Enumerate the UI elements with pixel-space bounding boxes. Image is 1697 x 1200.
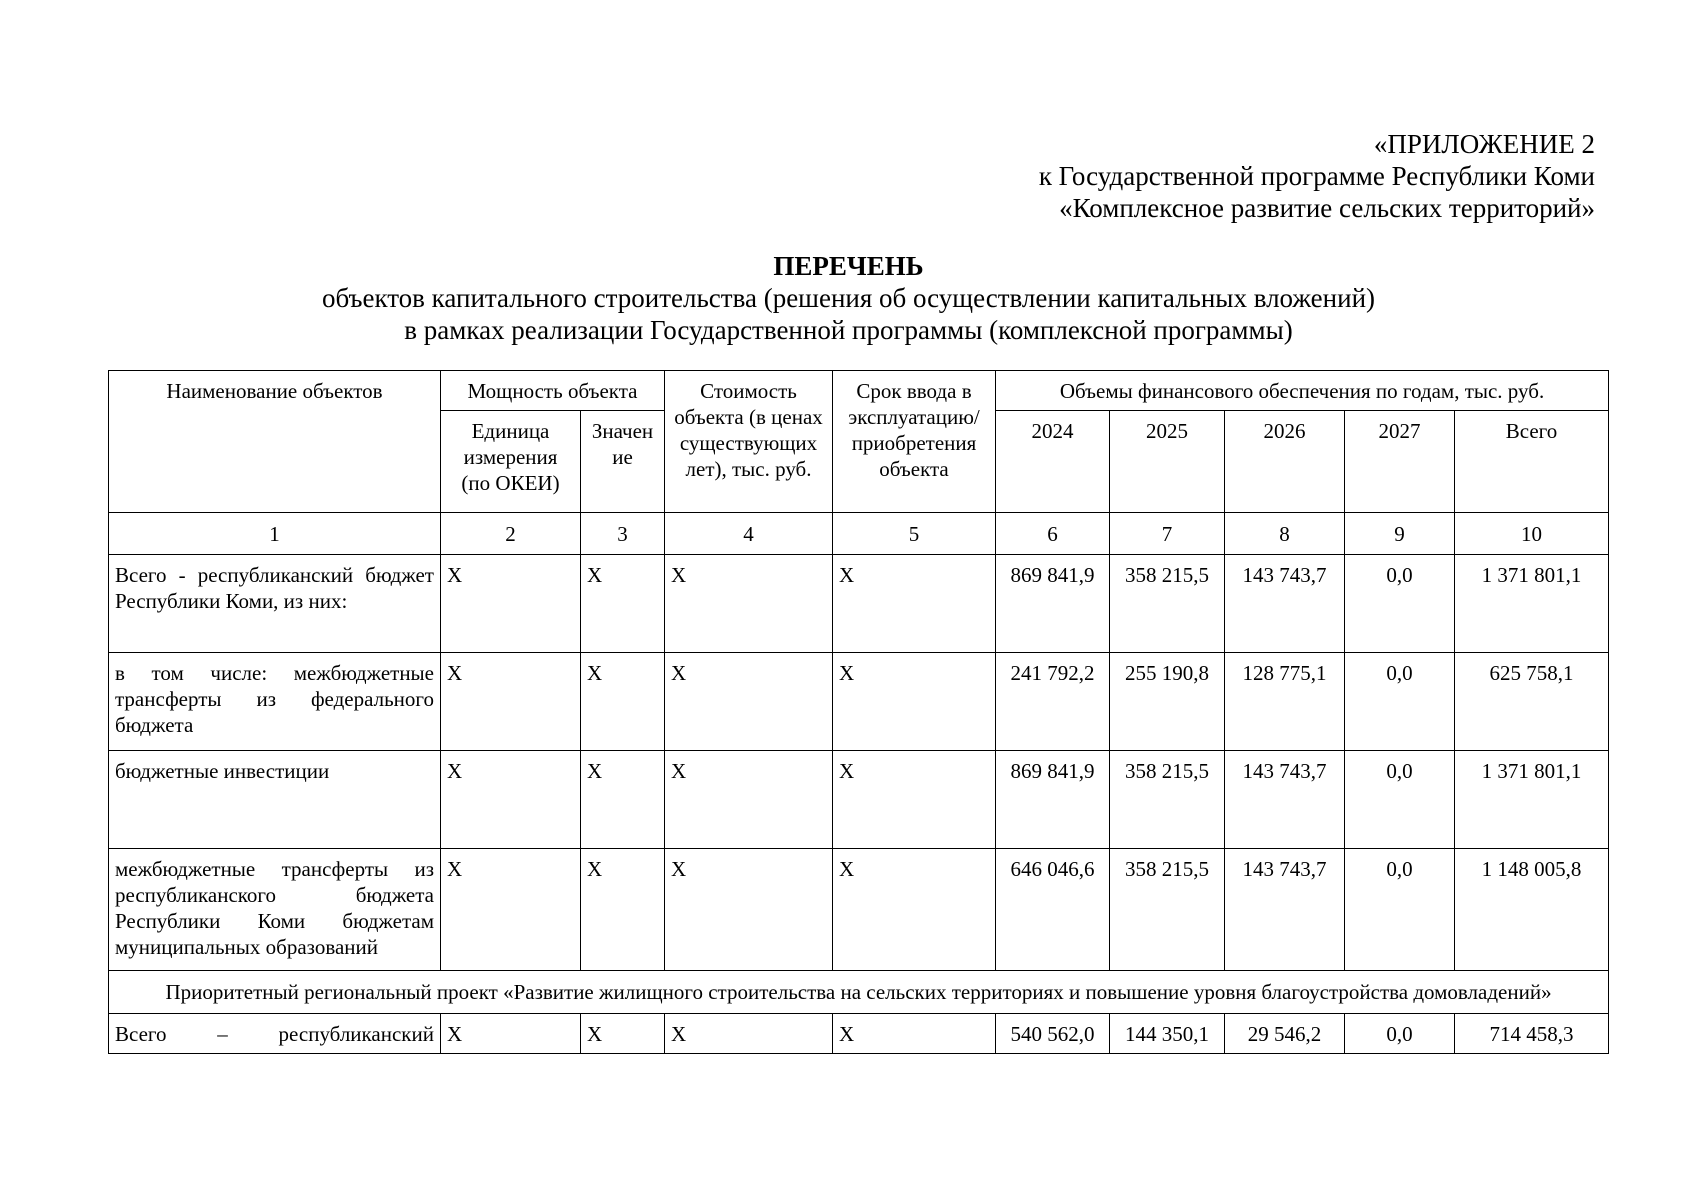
- header-row-1: [109, 371, 1609, 411]
- row-cost: Х: [665, 751, 833, 849]
- row-2024: 540 562,0: [996, 1014, 1110, 1054]
- row-term: Х: [833, 653, 996, 751]
- row-2024: 241 792,2: [996, 653, 1110, 751]
- row-name: межбюджетные трансферты из республиканского бюджета Республики Коми бюджетам муниципальных образований: [109, 849, 441, 971]
- header-funding: Объемы финансового обеспечения по годам, тыс. руб.: [996, 371, 1609, 411]
- column-number: 6: [996, 513, 1110, 555]
- row-value: Х: [581, 1014, 665, 1054]
- row-cost: Х: [665, 1014, 833, 1054]
- appendix-line-3: «Комплексное развитие сельских территорий»: [1059, 193, 1595, 223]
- row-2027: 0,0: [1345, 555, 1455, 653]
- row-2027: 0,0: [1345, 653, 1455, 751]
- column-number: 5: [833, 513, 996, 555]
- header-capacity: Мощность объекта: [441, 371, 665, 411]
- row-total: 1 371 801,1: [1455, 555, 1609, 653]
- row-unit: Х: [441, 849, 581, 971]
- title-line-2: объектов капитального строительства (решения об осуществлении капитальных вложений): [321, 283, 1376, 313]
- row-value: Х: [581, 555, 665, 653]
- row-2026: 143 743,7: [1225, 751, 1345, 849]
- section-row: [109, 971, 1609, 1014]
- section-title: Приоритетный региональный проект «Развитие жилищного строительства на сельских территориях и повышение уровня благоустройства домовладений»: [109, 971, 1609, 1014]
- row-value: Х: [581, 751, 665, 849]
- row-2025: 358 215,5: [1110, 751, 1225, 849]
- row-name: в том числе: межбюджетные трансферты из федерального бюджета: [109, 653, 441, 751]
- row-term: Х: [833, 849, 996, 971]
- row-2026: 128 775,1: [1225, 653, 1345, 751]
- column-number: 7: [1110, 513, 1225, 555]
- row-total: 1 371 801,1: [1455, 751, 1609, 849]
- row-name: Всего – республиканский: [109, 1014, 441, 1054]
- row-value: Х: [581, 653, 665, 751]
- row-2025: 144 350,1: [1110, 1014, 1225, 1054]
- capital-objects-table: [108, 370, 1609, 1054]
- row-total: 625 758,1: [1455, 653, 1609, 751]
- header-2025: 2025: [1110, 411, 1225, 513]
- appendix-line-1: «ПРИЛОЖЕНИЕ 2: [1373, 129, 1595, 159]
- row-total: 1 148 005,8: [1455, 849, 1609, 971]
- header-2027: 2027: [1345, 411, 1455, 513]
- header-unit: Единица измерения (по ОКЕИ): [441, 411, 581, 513]
- table-row: [109, 751, 1609, 849]
- row-name: Всего - республиканский бюджет Республики Коми, из них:: [109, 555, 441, 653]
- row-2026: 29 546,2: [1225, 1014, 1345, 1054]
- row-term: Х: [833, 751, 996, 849]
- column-number-row: [109, 513, 1609, 555]
- row-2026: 143 743,7: [1225, 555, 1345, 653]
- row-term: Х: [833, 1014, 996, 1054]
- row-2027: 0,0: [1345, 1014, 1455, 1054]
- row-term: Х: [833, 555, 996, 653]
- column-number: 2: [441, 513, 581, 555]
- appendix-line-2: к Государственной программе Республики Коми: [1038, 161, 1595, 191]
- header-2026: 2026: [1225, 411, 1345, 513]
- appendix-header: [1039, 128, 1595, 224]
- row-unit: Х: [441, 1014, 581, 1054]
- row-2024: 646 046,6: [996, 849, 1110, 971]
- row-unit: Х: [441, 555, 581, 653]
- column-number: 8: [1225, 513, 1345, 555]
- row-unit: Х: [441, 751, 581, 849]
- header-name: Наименование объектов: [109, 371, 441, 513]
- table-row: [109, 849, 1609, 971]
- title-main: ПЕРЕЧЕНЬ: [773, 251, 924, 281]
- title-line-3: в рамках реализации Государственной программы (комплексной программы): [404, 315, 1293, 345]
- header-term: Срок ввода в эксплуатацию/ приобретения объекта: [833, 371, 996, 513]
- header-value: Значен ие: [581, 411, 665, 513]
- row-2027: 0,0: [1345, 751, 1455, 849]
- header-total: Всего: [1455, 411, 1609, 513]
- column-number: 1: [109, 513, 441, 555]
- row-2025: 255 190,8: [1110, 653, 1225, 751]
- row-2024: 869 841,9: [996, 555, 1110, 653]
- row-2026: 143 743,7: [1225, 849, 1345, 971]
- row-total: 714 458,3: [1455, 1014, 1609, 1054]
- row-2027: 0,0: [1345, 849, 1455, 971]
- row-2025: 358 215,5: [1110, 555, 1225, 653]
- table-row: [109, 1014, 1609, 1054]
- column-number: 9: [1345, 513, 1455, 555]
- column-number: 4: [665, 513, 833, 555]
- table-row: [109, 653, 1609, 751]
- column-number: 3: [581, 513, 665, 555]
- row-2024: 869 841,9: [996, 751, 1110, 849]
- document-title: [0, 250, 1697, 346]
- row-name: бюджетные инвестиции: [109, 751, 441, 849]
- row-cost: Х: [665, 849, 833, 971]
- header-cost: Стоимость объекта (в ценах существующих лет), тыс. руб.: [665, 371, 833, 513]
- row-unit: Х: [441, 653, 581, 751]
- row-cost: Х: [665, 555, 833, 653]
- header-2024: 2024: [996, 411, 1110, 513]
- row-cost: Х: [665, 653, 833, 751]
- table-row: [109, 555, 1609, 653]
- column-number: 10: [1455, 513, 1609, 555]
- row-2025: 358 215,5: [1110, 849, 1225, 971]
- row-value: Х: [581, 849, 665, 971]
